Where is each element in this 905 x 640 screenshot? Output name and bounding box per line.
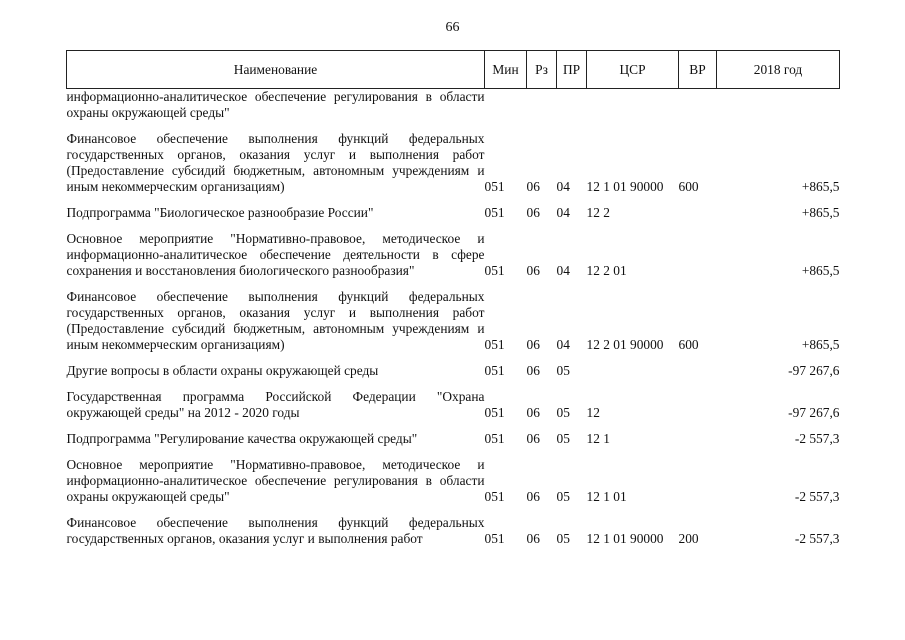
row-pr: 05 <box>556 405 570 420</box>
row-name: Подпрограмма "Регулирование качества окружающей среды" <box>66 431 418 446</box>
row-spacer <box>67 279 840 289</box>
row-name: Финансовое обеспечение выполнения функций федеральных государственных органов, оказания услуг и выполнения работ (Предоставление субсидий бюджетным, автономным учреждениям и иным некоммерческим организациям) <box>66 289 485 352</box>
header-name: Наименование <box>67 51 485 89</box>
row-csr: 12 1 <box>586 431 610 446</box>
table-row <box>67 231 840 279</box>
row-amount: +865,5 <box>801 205 840 220</box>
row-spacer <box>67 121 840 131</box>
row-name: Основное мероприятие "Нормативно-правовое, методическое и информационно-аналитическое обеспечение регулирования в области охраны окружающей среды" <box>66 457 485 504</box>
row-min: 051 <box>484 337 505 352</box>
row-vr <box>679 89 717 122</box>
header-min: Мин <box>485 51 527 89</box>
row-rz: 06 <box>526 531 540 546</box>
row-spacer <box>67 221 840 231</box>
table-row <box>67 431 840 447</box>
header-csr: ЦСР <box>587 51 679 89</box>
row-pr <box>557 89 587 122</box>
row-csr: 12 1 01 90000 <box>586 531 664 546</box>
header-pr: ПР <box>557 51 587 89</box>
row-amount: -97 267,6 <box>788 363 840 378</box>
row-vr <box>679 389 717 421</box>
row-spacer <box>67 421 840 431</box>
row-vr <box>679 231 717 279</box>
row-pr: 04 <box>556 337 570 352</box>
header-vr: ВР <box>679 51 717 89</box>
row-amount: +865,5 <box>801 337 840 352</box>
row-rz: 06 <box>526 179 540 194</box>
row-min: 051 <box>484 363 505 378</box>
row-min <box>485 89 527 122</box>
row-rz: 06 <box>526 337 540 352</box>
row-rz: 06 <box>526 489 540 504</box>
row-rz: 06 <box>526 263 540 278</box>
row-min: 051 <box>484 205 505 220</box>
row-csr: 12 1 01 <box>586 489 627 504</box>
row-rz: 06 <box>526 405 540 420</box>
table-body <box>67 89 840 548</box>
row-min: 051 <box>484 531 505 546</box>
row-vr: 600 <box>678 337 699 352</box>
row-pr: 04 <box>556 205 570 220</box>
table-header-row <box>67 51 840 89</box>
row-csr <box>587 89 679 122</box>
row-min: 051 <box>484 263 505 278</box>
row-name: Другие вопросы в области охраны окружающей среды <box>66 363 379 378</box>
row-name: Основное мероприятие "Нормативно-правовое, методическое и информационно-аналитическое обеспечение деятельности в сфере сохранения и восстановления биологического разнообразия" <box>66 231 485 278</box>
row-spacer <box>67 379 840 389</box>
row-spacer <box>67 195 840 205</box>
row-pr: 05 <box>556 531 570 546</box>
page-number: 66 <box>445 20 460 35</box>
row-vr: 600 <box>678 179 699 194</box>
row-name: информационно-аналитическое обеспечение регулирования в области охраны окружающей среды" <box>66 89 485 120</box>
row-amount: -97 267,6 <box>788 405 840 420</box>
table-row <box>67 363 840 379</box>
table-row <box>67 205 840 221</box>
row-vr <box>679 457 717 505</box>
row-rz: 06 <box>526 205 540 220</box>
row-amount: -2 557,3 <box>794 431 840 446</box>
row-amount: -2 557,3 <box>794 531 840 546</box>
table-row <box>67 515 840 547</box>
row-pr: 04 <box>556 263 570 278</box>
row-amount: +865,5 <box>801 179 840 194</box>
row-spacer <box>67 505 840 515</box>
row-vr: 200 <box>678 531 699 546</box>
row-pr: 05 <box>556 363 570 378</box>
row-min: 051 <box>484 489 505 504</box>
row-csr: 12 2 <box>586 205 610 220</box>
table-row <box>67 89 840 122</box>
row-pr: 05 <box>556 489 570 504</box>
row-csr: 12 <box>586 405 600 420</box>
row-name: Подпрограмма "Биологическое разнообразие России" <box>66 205 374 220</box>
row-csr <box>587 363 679 379</box>
row-name: Финансовое обеспечение выполнения функций федеральных государственных органов, оказания услуг и выполнения работ <box>66 515 485 546</box>
row-rz: 06 <box>526 431 540 446</box>
row-rz: 06 <box>526 363 540 378</box>
row-csr: 12 2 01 <box>586 263 627 278</box>
table-row <box>67 131 840 195</box>
table-row <box>67 289 840 353</box>
row-spacer <box>67 447 840 457</box>
row-min: 051 <box>484 405 505 420</box>
row-csr: 12 2 01 90000 <box>586 337 664 352</box>
row-amount <box>717 89 840 122</box>
row-csr: 12 1 01 90000 <box>586 179 664 194</box>
row-vr <box>679 363 717 379</box>
row-amount: +865,5 <box>801 263 840 278</box>
row-spacer <box>67 353 840 363</box>
row-vr <box>679 431 717 447</box>
row-amount: -2 557,3 <box>794 489 840 504</box>
row-rz <box>527 89 557 122</box>
table-row <box>67 389 840 421</box>
row-min: 051 <box>484 179 505 194</box>
table-row <box>67 457 840 505</box>
budget-table <box>66 50 840 547</box>
row-pr: 04 <box>556 179 570 194</box>
header-year: 2018 год <box>717 51 840 89</box>
row-vr <box>679 205 717 221</box>
row-name: Государственная программа Российской Федерации "Охрана окружающей среды" на 2012 - 2020 годы <box>66 389 485 420</box>
row-name: Финансовое обеспечение выполнения функций федеральных государственных органов, оказания услуг и выполнения работ (Предоставление субсидий бюджетным, автономным учреждениям и иным некоммерческим организациям) <box>66 131 485 194</box>
header-rz: Рз <box>527 51 557 89</box>
row-pr: 05 <box>556 431 570 446</box>
row-min: 051 <box>484 431 505 446</box>
